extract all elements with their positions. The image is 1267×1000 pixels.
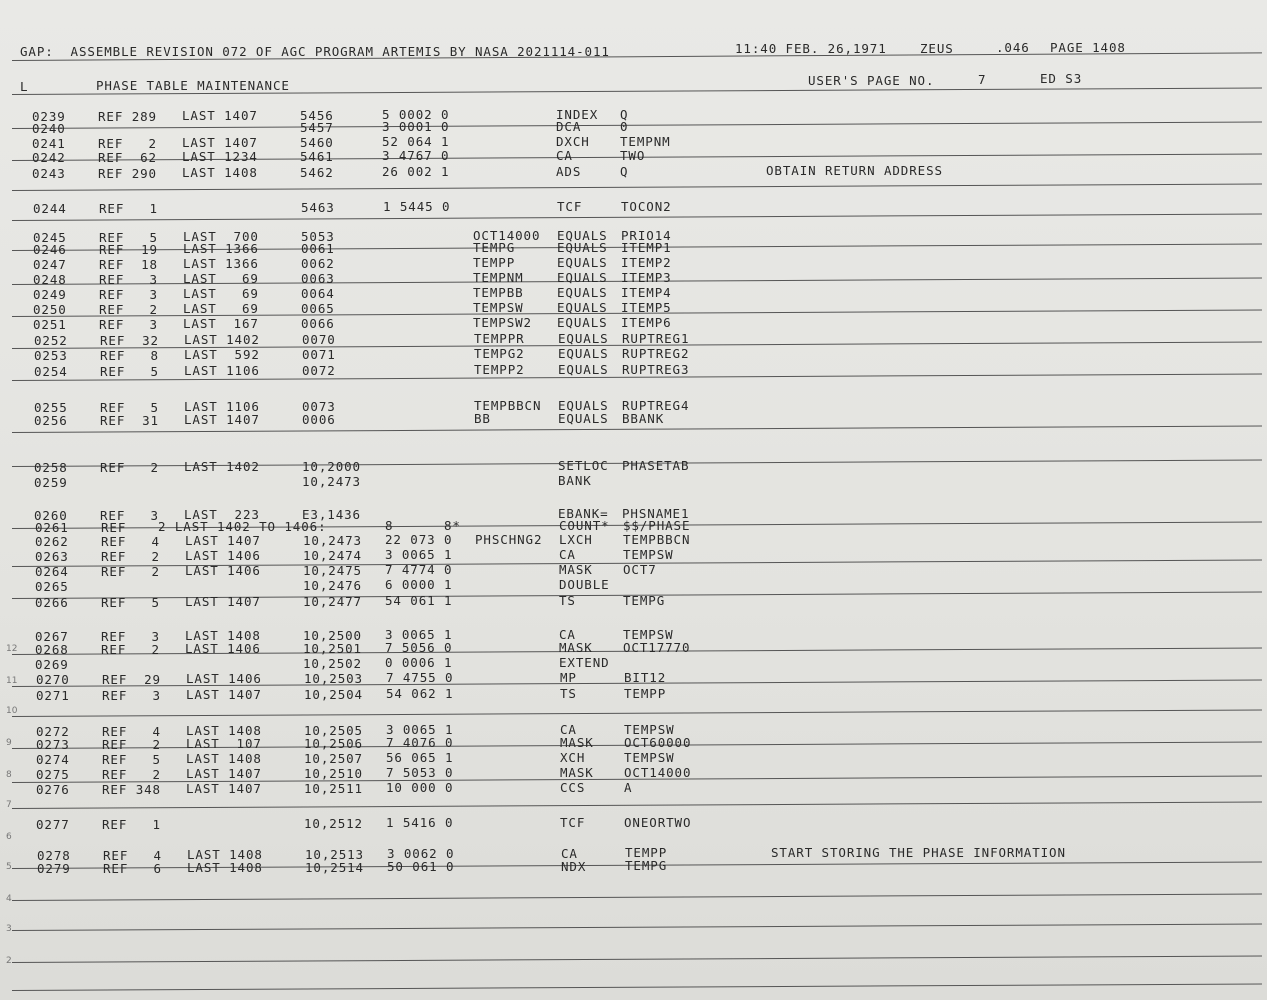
listing-last: LAST 1366: [183, 241, 259, 256]
listing-op: EQUALS: [558, 411, 609, 426]
listing-ref: REF 62: [98, 150, 157, 165]
listing-addr: 10,2473: [302, 474, 361, 489]
listing-addr: 10,2000: [302, 459, 361, 474]
page-number: PAGE 1408: [1050, 40, 1126, 55]
listing-label: TEMPSW: [473, 300, 524, 315]
listing-last: 2 LAST 1402 TO 1406:: [158, 519, 327, 534]
listing-op: CA: [556, 148, 573, 163]
listing-line: 0279: [37, 861, 71, 876]
listing-last: LAST 1407: [182, 108, 258, 123]
listing-addr: 10,2473: [303, 533, 362, 548]
listing-operand: OCT7: [623, 562, 657, 577]
listing-op: EQUALS: [557, 285, 608, 300]
listing-addr: 0070: [302, 332, 336, 347]
listing-line: 0271: [36, 688, 70, 703]
margin-mark: 6: [6, 832, 12, 842]
listing-code: 56 065 1: [386, 750, 454, 765]
listing-op: CCS: [560, 780, 586, 795]
margin-mark: 4: [6, 894, 12, 904]
rule: [12, 923, 1262, 931]
listing-ref: REF 2: [99, 302, 158, 317]
listing-operand: Q: [620, 107, 629, 122]
listing-op: TCF: [557, 199, 583, 214]
listing-addr: 10,2501: [303, 641, 362, 656]
listing-ref: REF 4: [103, 848, 162, 863]
listing-label: TEMPBBCN: [474, 398, 542, 413]
listing-addr: 10,2510: [304, 766, 363, 781]
listing-line: 0247: [33, 257, 67, 272]
print-timestamp: 11:40 FEB. 26,1971: [735, 41, 887, 56]
listing-operand: OCT17770: [623, 640, 691, 655]
listing-op: TCF: [560, 815, 586, 830]
listing-line: 0255: [34, 400, 68, 415]
listing-addr: 10,2476: [303, 578, 362, 593]
listing-addr: 0062: [301, 256, 335, 271]
listing-label: TEMPG2: [474, 346, 525, 361]
listing-line: 0256: [34, 413, 68, 428]
listing-ref: REF 2: [100, 460, 159, 475]
listing-addr: 0072: [302, 363, 336, 378]
listing-addr: 0064: [301, 286, 335, 301]
listing-line: 0250: [33, 302, 67, 317]
listing-last: LAST 107: [186, 736, 262, 751]
margin-mark: 2: [6, 956, 12, 966]
listing-operand: ITEMP2: [621, 255, 672, 270]
listing-code: 1 5416 0: [386, 815, 454, 830]
listing-addr: 5463: [301, 200, 335, 215]
listing-last: LAST 1106: [184, 399, 260, 414]
listing-ref: REF 2: [101, 549, 160, 564]
listing-line: 0272: [36, 724, 70, 739]
listing-operand: BIT12: [624, 670, 667, 685]
listing-op: CA: [559, 627, 576, 642]
margin-mark: 3: [6, 924, 12, 934]
listing-line: 0241: [32, 136, 66, 151]
listing-op: MP: [560, 670, 577, 685]
rule: [12, 709, 1262, 717]
listing-code: 7 5053 0: [386, 765, 454, 780]
listing-line: 0278: [37, 848, 71, 863]
rule: [12, 183, 1262, 191]
listing-code: 6 0000 1: [385, 577, 453, 592]
listing-op: EQUALS: [558, 398, 609, 413]
listing-ref: REF 2: [98, 136, 157, 151]
listing-operand: ONEORTWO: [624, 815, 692, 830]
listing-code: 52 064 1: [382, 134, 450, 149]
listing-operand: TWO: [620, 148, 646, 163]
listing-last: LAST 1407: [186, 766, 262, 781]
listing-op: LXCH: [559, 532, 593, 547]
listing-op: TS: [559, 593, 576, 608]
section-marker: L: [20, 79, 29, 94]
listing-code: 3 0001 0: [382, 119, 450, 134]
margin-mark: 7: [6, 800, 12, 810]
listing-code: 54 061 1: [385, 593, 453, 608]
listing-addr: 10,2514: [305, 860, 364, 875]
listing-ref: REF 2: [101, 642, 160, 657]
listing-operand: TEMPSW: [624, 750, 675, 765]
listing-last: LAST 1408: [187, 860, 263, 875]
listing-addr: 5462: [300, 165, 334, 180]
listing-line: 0273: [36, 737, 70, 752]
listing-line: 0270: [36, 672, 70, 687]
users-page-label: USER'S PAGE NO.: [808, 73, 935, 88]
listing-ref: REF 5: [99, 230, 158, 245]
listing-last: LAST 1406: [186, 671, 262, 686]
listing-addr: 5461: [300, 149, 334, 164]
listing-line: 0254: [34, 364, 68, 379]
listing-operand: PHSNAME1: [622, 506, 690, 521]
listing-addr: 10,2477: [303, 594, 362, 609]
listing-addr: 10,2502: [303, 656, 362, 671]
listing-operand: TEMPP: [625, 845, 668, 860]
listing-addr: 10,2506: [304, 736, 363, 751]
listing-addr: 0073: [302, 399, 336, 414]
listing-code: 7 4774 0: [385, 562, 453, 577]
listing-operand: BBANK: [622, 411, 665, 426]
listing-op: EQUALS: [557, 300, 608, 315]
ed-marker: ED S3: [1040, 71, 1083, 86]
listing-line: 0269: [35, 657, 69, 672]
listing-line: 0239: [32, 109, 66, 124]
listing-last: LAST 69: [183, 301, 259, 316]
listing-line: 0243: [32, 166, 66, 181]
listing-operand: ITEMP4: [621, 285, 672, 300]
listing-last: LAST 69: [183, 286, 259, 301]
listing-addr: 5460: [300, 135, 334, 150]
listing-addr: 10,2513: [305, 847, 364, 862]
listing-operand: ITEMP5: [621, 300, 672, 315]
listing-operand: ITEMP3: [621, 270, 672, 285]
listing-ref: REF 5: [100, 400, 159, 415]
system-name: ZEUS: [920, 41, 954, 56]
listing-last: LAST 1366: [183, 256, 259, 271]
listing-operand: ITEMP1: [621, 240, 672, 255]
listing-operand: TEMPBBCN: [623, 532, 691, 547]
listing-operand: RUPTREG2: [622, 346, 690, 361]
listing-line: 0253: [34, 348, 68, 363]
listing-last: LAST 1408: [185, 628, 261, 643]
rule: [12, 893, 1262, 901]
listing-last: LAST 1408: [182, 165, 258, 180]
listing-code: 3 0065 1: [385, 547, 453, 562]
listing-last: LAST 1406: [185, 563, 261, 578]
listing-line: 0245: [33, 230, 67, 245]
listing-code: 3 0065 1: [385, 627, 453, 642]
listing-line: 0248: [33, 272, 67, 287]
listing-last: LAST 1407: [184, 412, 260, 427]
listing-last: LAST 1407: [185, 533, 261, 548]
listing-op: DCA: [556, 119, 582, 134]
listing-operand: OCT60000: [624, 735, 692, 750]
listing-line: 0276: [36, 782, 70, 797]
listing-ref: REF 290: [98, 166, 157, 181]
listing-code: 7 5056 0: [385, 640, 453, 655]
listing-line: 0242: [32, 150, 66, 165]
listing-op: CA: [561, 846, 578, 861]
listing-ref: REF 2: [101, 564, 160, 579]
listing-operand: PHASETAB: [622, 458, 690, 473]
listing-code: 3 0065 1: [386, 722, 454, 737]
listing-line: 0277: [36, 817, 70, 832]
listing-op: COUNT*: [559, 518, 610, 533]
listing-addr: 10,2512: [304, 816, 363, 831]
listing-op: MASK: [559, 640, 593, 655]
listing-operand: TEMPP: [624, 686, 667, 701]
listing-op: EQUALS: [557, 270, 608, 285]
margin-mark: 9: [6, 738, 12, 748]
listing-addr: 0006: [302, 412, 336, 427]
listing-addr: 0071: [302, 347, 336, 362]
listing-line: 0240: [32, 121, 66, 136]
listing-addr: 0066: [301, 316, 335, 331]
listing-line: 0274: [36, 752, 70, 767]
listing-ref: REF 3: [102, 688, 161, 703]
listing-ref: REF 29: [102, 672, 161, 687]
listing-operand: ITEMP6: [621, 315, 672, 330]
listing-op: MASK: [559, 562, 593, 577]
listing-op: EQUALS: [558, 362, 609, 377]
listing-op: XCH: [560, 750, 586, 765]
listing-op: CA: [559, 547, 576, 562]
listing-addr: 5457: [300, 120, 334, 135]
listing-line: 0249: [33, 287, 67, 302]
listing-ref: REF 1: [99, 201, 158, 216]
listing-label: TEMPPR: [474, 331, 525, 346]
listing-last: LAST 1408: [187, 847, 263, 862]
listing-line: 0264: [35, 564, 69, 579]
listing-ref: REF 4: [101, 534, 160, 549]
listing-last: LAST 167: [183, 316, 259, 331]
listing-addr: 0061: [301, 241, 335, 256]
listing-operand: TEMPSW: [623, 547, 674, 562]
listing-addr: 5053: [301, 229, 335, 244]
listing-last: LAST 1408: [186, 723, 262, 738]
listing-operand: TEMPNM: [620, 134, 671, 149]
listing-line: 0263: [35, 549, 69, 564]
listing-op: BANK: [558, 473, 592, 488]
listing-line: 0267: [35, 629, 69, 644]
listing-label: TEMPG: [473, 240, 516, 255]
listing-last: LAST 1106: [184, 363, 260, 378]
rule: [12, 983, 1262, 991]
listing-last: LAST 1408: [186, 751, 262, 766]
listing-ref: REF 6: [103, 861, 162, 876]
listing-line: 0244: [33, 201, 67, 216]
listing-last: LAST 592: [184, 347, 260, 362]
listing-last: LAST 1407: [185, 594, 261, 609]
listing-op: EQUALS: [557, 240, 608, 255]
listing-code: 7 4755 0: [386, 670, 454, 685]
listing-ref: REF 5: [101, 595, 160, 610]
assembly-header: GAP: ASSEMBLE REVISION 072 OF AGC PROGRAM ARTEMIS BY NASA 2021114-011: [20, 44, 610, 59]
listing-comment: OBTAIN RETURN ADDRESS: [766, 163, 943, 178]
listing-addr: 0063: [301, 271, 335, 286]
listing-operand: RUPTREG1: [622, 331, 690, 346]
listing-last: LAST 1407: [186, 687, 262, 702]
listing-addr: E3,1436: [302, 507, 361, 522]
listing-op: ADS: [556, 164, 582, 179]
listing-last: LAST 1406: [185, 641, 261, 656]
section-title: PHASE TABLE MAINTENANCE: [96, 78, 290, 93]
listing-operand: TEMPSW: [623, 627, 674, 642]
listing-operand: TEMPSW: [624, 722, 675, 737]
listing-code: 0 0006 1: [385, 655, 453, 670]
listing-line: 0260: [34, 508, 68, 523]
listing-op: TS: [560, 686, 577, 701]
listing-line: 0246: [33, 242, 67, 257]
listing-addr: 10,2507: [304, 751, 363, 766]
listing-op: MASK: [560, 765, 594, 780]
listing-line: 0268: [35, 642, 69, 657]
listing-operand: Q: [620, 164, 629, 179]
listing-line: 0275: [36, 767, 70, 782]
listing-ref: REF 3: [99, 272, 158, 287]
listing-label: TEMPSW2: [473, 315, 532, 330]
listing-operand: TEMPG: [625, 858, 668, 873]
listing-addr: 10,2505: [304, 723, 363, 738]
margin-mark: 12: [6, 644, 18, 654]
listing-op: DXCH: [556, 134, 590, 149]
listing-op: DOUBLE: [559, 577, 610, 592]
listing-ref: REF 2: [102, 767, 161, 782]
listing-operand: OCT14000: [624, 765, 692, 780]
listing-code: 3 0062 0: [387, 846, 455, 861]
listing-line: 0251: [33, 317, 67, 332]
listing-label: TEMPP2: [474, 362, 525, 377]
listing-addr: 10,2500: [303, 628, 362, 643]
listing-ref: REF 31: [100, 413, 159, 428]
listing-label: TEMPBB: [473, 285, 524, 300]
listing-op: EQUALS: [557, 255, 608, 270]
listing-op: EQUALS: [557, 315, 608, 330]
job-number: .046: [996, 40, 1030, 55]
listing-label: BB: [474, 411, 491, 426]
listing-comment: START STORING THE PHASE INFORMATION: [771, 845, 1066, 860]
listing-ref: REF 3: [99, 287, 158, 302]
listing-label: TEMPNM: [473, 270, 524, 285]
listing-ref: REF 5: [102, 752, 161, 767]
listing-code: 8 8*: [385, 518, 461, 533]
listing-last: LAST 69: [183, 271, 259, 286]
margin-mark: 11: [6, 676, 18, 686]
listing-ref: REF 289: [98, 109, 157, 124]
listing-code: 54 062 1: [386, 686, 454, 701]
listing-ref: REF 2: [102, 737, 161, 752]
listing-ref: REF 3: [100, 508, 159, 523]
rule: [12, 801, 1262, 809]
listing-last: LAST 1407: [186, 781, 262, 796]
listing-code: 7 4076 0: [386, 735, 454, 750]
listing-op: EXTEND: [559, 655, 610, 670]
listing-operand: TEMPG: [623, 593, 666, 608]
listing-ref: REF 1: [102, 817, 161, 832]
listing-line: 0259: [34, 475, 68, 490]
listing-ref: REF 348: [102, 782, 161, 797]
listing-last: LAST 1402: [184, 459, 260, 474]
listing-line: 0265: [35, 579, 69, 594]
margin-mark: 5: [6, 862, 12, 872]
listing-code: 26 002 1: [382, 164, 450, 179]
listing-label: PHSCHNG2: [475, 532, 543, 547]
listing-ref: REF 3: [101, 629, 160, 644]
listing-last: LAST 1402: [184, 332, 260, 347]
listing-line: 0262: [35, 534, 69, 549]
listing-operand: 0: [620, 119, 629, 134]
margin-mark: 10: [6, 706, 18, 716]
listing-ref: REF 32: [100, 333, 159, 348]
listing-ref: REF 19: [99, 242, 158, 257]
rule: [12, 213, 1262, 221]
listing-ref: REF: [101, 520, 127, 535]
listing-operand: RUPTREG3: [622, 362, 690, 377]
listing-last: LAST 1406: [185, 548, 261, 563]
listing-label: TEMPP: [473, 255, 516, 270]
listing-last: LAST 1234: [182, 149, 258, 164]
listing-addr: 5456: [300, 108, 334, 123]
listing-addr: 10,2504: [304, 687, 363, 702]
listing-ref: REF 8: [100, 348, 159, 363]
listing-op: EQUALS: [557, 228, 608, 243]
listing-op: SETLOC: [558, 458, 609, 473]
listing-op: INDEX: [556, 107, 599, 122]
listing-operand: RUPTREG4: [622, 398, 690, 413]
listing-addr: 10,2503: [304, 671, 363, 686]
listing-line: 0266: [35, 595, 69, 610]
listing-ref: REF 3: [99, 317, 158, 332]
users-page-number: 7: [978, 72, 987, 87]
listing-operand: $$/PHASE: [623, 518, 691, 533]
listing-line: 0258: [34, 460, 68, 475]
listing-operand: PRIO14: [621, 228, 672, 243]
listing-line: 0252: [34, 333, 68, 348]
listing-addr: 0065: [301, 301, 335, 316]
listing-last: LAST 223: [184, 507, 260, 522]
listing-op: CA: [560, 722, 577, 737]
listing-operand: A: [624, 780, 633, 795]
listing-op: EQUALS: [558, 346, 609, 361]
listing-code: 50 061 0: [387, 859, 455, 874]
listing-last: LAST 1407: [182, 135, 258, 150]
listing-ref: REF 4: [102, 724, 161, 739]
listing-addr: 10,2475: [303, 563, 362, 578]
rule: [12, 955, 1262, 963]
listing-op: MASK: [560, 735, 594, 750]
listing-ref: REF 18: [99, 257, 158, 272]
listing-addr: 10,2474: [303, 548, 362, 563]
listing-last: LAST 700: [183, 229, 259, 244]
listing-op: EQUALS: [558, 331, 609, 346]
listing-label: OCT14000: [473, 228, 541, 243]
listing-operand: TOCON2: [621, 199, 672, 214]
listing-op: EBANK=: [558, 506, 609, 521]
listing-code: 5 0002 0: [382, 107, 450, 122]
listing-code: 10 000 0: [386, 780, 454, 795]
listing-line: 0261: [35, 520, 69, 535]
listing-ref: REF 5: [100, 364, 159, 379]
listing-addr: 10,2511: [304, 781, 363, 796]
listing-code: 1 5445 0: [383, 199, 451, 214]
margin-mark: 8: [6, 770, 12, 780]
listing-op: NDX: [561, 859, 587, 874]
listing-code: 3 4767 0: [382, 148, 450, 163]
listing-code: 22 073 0: [385, 532, 453, 547]
